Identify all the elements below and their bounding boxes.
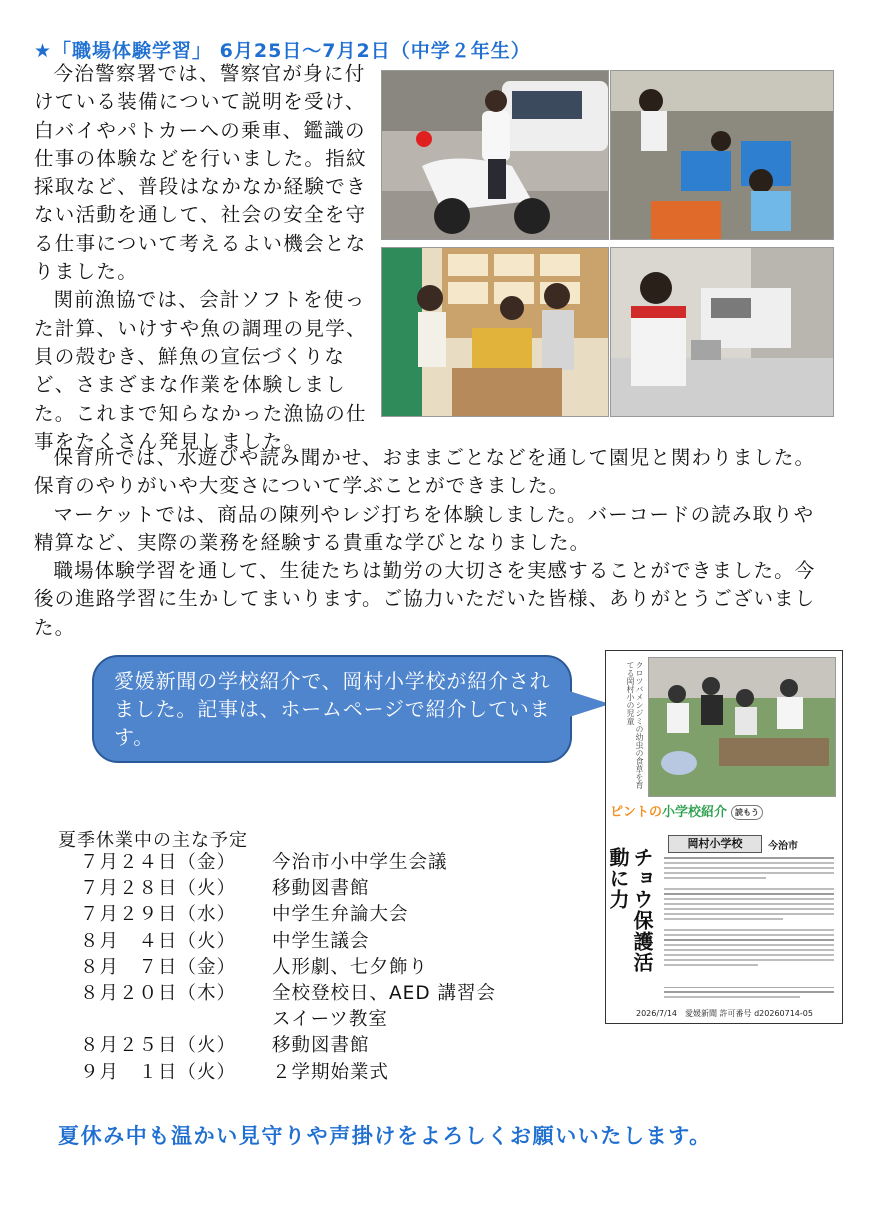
market-paragraph: マーケットでは、商品の陳列やレジ打ちを体験しました。バーコードの読み取りや精算など、実際の業務を経験する貴重な学びとなりました。 bbox=[34, 502, 815, 554]
schedule-row bbox=[80, 876, 600, 902]
schedule-row bbox=[80, 902, 600, 928]
schedule-event: 全校登校日、AED 講習会 bbox=[272, 983, 496, 1005]
speech-bubble-tail bbox=[566, 690, 610, 718]
clipping-article-text bbox=[664, 857, 834, 983]
speech-bubble: 愛媛新聞の学校紹介で、岡村小学校が紹介されました。記事は、ホームページで紹介しています。 bbox=[92, 655, 572, 763]
schedule-event: ２学期始業式 bbox=[272, 1061, 390, 1083]
summary-paragraph: 職場体験学習を通して、生徒たちは勤労の大切さを実感することができました。今後の進路学習に生かしてまいります。ご協力いただいた皆様、ありがとうございました。 bbox=[34, 559, 816, 639]
police-paragraph: 今治警察署では、警察官が身に付けている装備について説明を受け、白バイやパトカーへの乗車、鑑識の仕事の体験などを行いました。指紋採取など、普段はなかなか経験できない活動を通して、社会の安全を守る仕事について考えるよい機会となりました。 bbox=[34, 62, 367, 284]
photo-nursery-reading bbox=[381, 247, 609, 417]
schedule-date: ８月２５日（火） bbox=[80, 1035, 237, 1057]
fishery-paragraph: 関前漁協では、会計ソフトを使った計算、いけすや魚の調理の見学、貝の殻むき、鮮魚の宣伝づくりなど、さまざまな作業を体験しました。これまで知らなかった漁協の仕事をたくさん発見しました。 bbox=[34, 288, 367, 453]
schedule-row bbox=[80, 1060, 600, 1086]
intro-text-column bbox=[34, 60, 379, 456]
schedule-date: ７月２８日（火） bbox=[80, 878, 237, 900]
clipping-school-name: 岡村小学校 bbox=[668, 835, 762, 853]
schedule-row bbox=[80, 1007, 600, 1033]
clipping-photo bbox=[648, 657, 836, 797]
banner-badge: 読もう bbox=[731, 805, 763, 820]
newspaper-clipping bbox=[605, 650, 843, 1024]
nursery-paragraph: 保育所では、水遊びや読み聞かせ、おままごとなどを通して園児と関わりました。保育のやりがいや大変さについて学ぶことができました。 bbox=[34, 446, 816, 498]
schedule-event: スイーツ教室 bbox=[272, 1009, 388, 1031]
schedule-row bbox=[80, 929, 600, 955]
schedule-row bbox=[80, 981, 600, 1007]
schedule-event: 中学生弁論大会 bbox=[272, 904, 409, 926]
clipping-banner bbox=[610, 801, 838, 825]
schedule-list bbox=[80, 850, 600, 1086]
schedule-event: 移動図書館 bbox=[272, 878, 370, 900]
schedule-date bbox=[80, 1007, 272, 1033]
clipping-city: 今治市 bbox=[768, 841, 798, 852]
schedule-event: 移動図書館 bbox=[272, 1035, 370, 1057]
main-text bbox=[34, 444, 834, 642]
schedule-row bbox=[80, 1033, 600, 1059]
clipping-note bbox=[664, 987, 834, 1002]
clipping-permission: 2026/7/14 愛媛新聞 許可番号 d20260714-05 bbox=[636, 1009, 813, 1018]
closing-message: 夏休み中も温かい見守りや声掛けをよろしくお願いいたします。 bbox=[58, 1124, 712, 1148]
schedule-date: ８月 ７日（金） bbox=[80, 956, 237, 978]
schedule-row bbox=[80, 955, 600, 981]
schedule-date: ７月２９日（水） bbox=[80, 904, 237, 926]
schedule-date: ７月２４日（金） bbox=[80, 852, 237, 873]
schedule-event: 今治市小中学生会議 bbox=[272, 852, 448, 873]
schedule-date: ８月２０日（木） bbox=[80, 983, 237, 1005]
banner-main: 小学校紹介 bbox=[662, 805, 728, 820]
clipping-photo-caption: クロツバメシジミの幼虫の食草を育てる岡村小の児童 bbox=[626, 661, 644, 789]
schedule-title: 夏季休業中の主な予定 bbox=[58, 830, 248, 851]
schedule-event: 人形劇、七夕飾り bbox=[272, 956, 429, 978]
banner-prefix: ピントの bbox=[610, 805, 663, 820]
schedule-date: ９月 １日（火） bbox=[80, 1061, 237, 1083]
schedule-date: ８月 ４日（火） bbox=[80, 930, 237, 952]
clipping-headline: チョウ保護活動に力 bbox=[606, 847, 654, 973]
page-heading: ★「職場体験学習」 6月25日～7月2日（中学２年生） bbox=[34, 40, 531, 62]
photo-market-register bbox=[610, 247, 834, 417]
schedule-row bbox=[80, 850, 600, 876]
photo-police-motorcycle bbox=[381, 70, 609, 240]
photo-fishery-work bbox=[610, 70, 834, 240]
schedule-event: 中学生議会 bbox=[272, 930, 370, 952]
